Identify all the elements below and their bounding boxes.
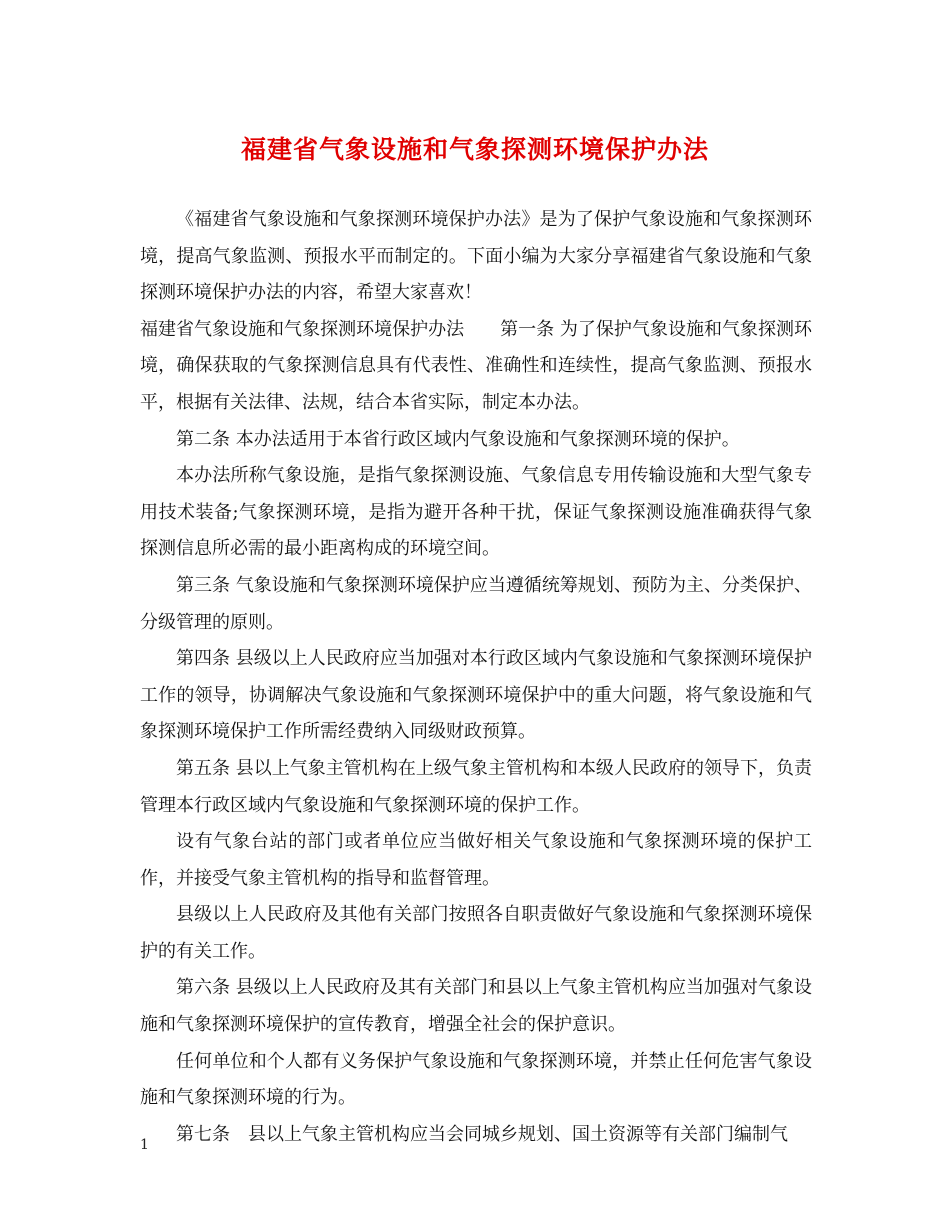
document-title: 福建省气象设施和气象探测环境保护办法 xyxy=(240,135,709,164)
paragraph-article-6-obligation: 任何单位和个人都有义务保护气象设施和气象探测环境，并禁止任何危害气象设施和气象探测环境的行为。 xyxy=(140,1050,812,1109)
paragraph-article-1: 福建省气象设施和气象探测环境保护办法 第一条 为了保护气象设施和气象探测环境，确保获取的气象探测信息具有代表性、准确性和连续性，提高气象监测、预报水平，根据有关法律、法规，结合本省实际，制定本办法。 xyxy=(140,318,812,413)
paragraph-article-2: 第二条 本办法适用于本省行政区域内气象设施和气象探测环境的保护。 xyxy=(176,428,740,450)
page-number: 1 xyxy=(140,1137,149,1153)
document-body xyxy=(140,202,812,1153)
paragraph-intro: 《福建省气象设施和气象探测环境保护办法》是为了保护气象设施和气象探测环境，提高气象监测、预报水平而制定的。下面小编为大家分享福建省气象设施和气象探测环境保护办法的内容，希望大家喜欢！ xyxy=(140,209,812,304)
paragraph-article-5: 第五条 县以上气象主管机构在上级气象主管机构和本级人民政府的领导下，负责管理本行政区域内气象设施和气象探测环境的保护工作。 xyxy=(140,757,812,816)
paragraph-article-6: 第六条 县级以上人民政府及其有关部门和县以上气象主管机构应当加强对气象设施和气象探测环境保护的宣传教育，增强全社会的保护意识。 xyxy=(140,977,812,1036)
paragraph-article-3: 第三条 气象设施和气象探测环境保护应当遵循统筹规划、预防为主、分类保护、分级管理的原则。 xyxy=(140,574,812,633)
paragraph-article-5-departments: 县级以上人民政府及其他有关部门按照各自职责做好气象设施和气象探测环境保护的有关工作。 xyxy=(140,904,812,962)
paragraph-article-2-definition: 本办法所称气象设施，是指气象探测设施、气象信息专用传输设施和大型气象专用技术装备;气象探测环境，是指为避开各种干扰，保证气象探测设施准确获得气象探测信息所必需的最小距离构成的环境空间。 xyxy=(140,465,812,560)
paragraph-article-4: 第四条 县级以上人民政府应当加强对本行政区域内气象设施和气象探测环境保护工作的领导，协调解决气象设施和气象探测环境保护中的重大问题，将气象设施和气象探测环境保护工作所需经费纳入同级财政预算。 xyxy=(140,648,812,743)
paragraph-article-7: 第七条 县以上气象主管机构应当会同城乡规划、国土资源等有关部门编制气 xyxy=(176,1123,788,1145)
paragraph-article-5-stations: 设有气象台站的部门或者单位应当做好相关气象设施和气象探测环境的保护工作，并接受气象主管机构的指导和监督管理。 xyxy=(140,831,812,889)
